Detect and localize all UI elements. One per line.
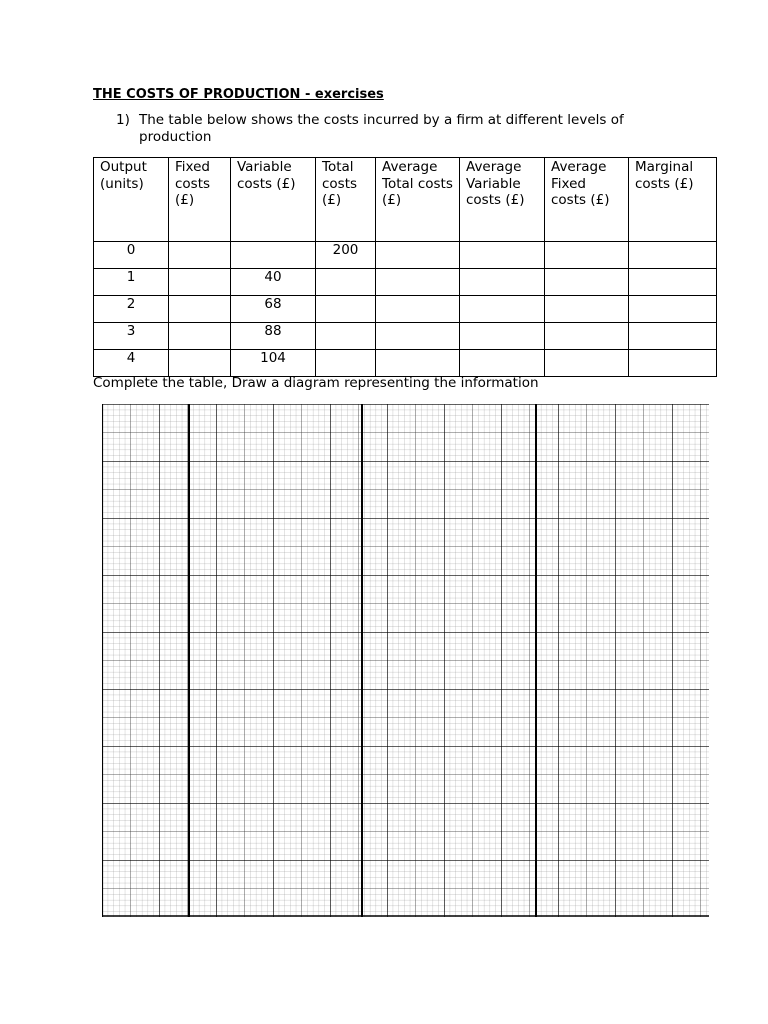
cell-fixed-costs[interactable] [169, 242, 231, 269]
cell-marginal-costs[interactable] [629, 296, 717, 323]
header-average-variable-costs: Average Variable costs (£) [460, 158, 545, 242]
cell-average-total-costs[interactable] [376, 350, 460, 377]
header-total-costs: Total costs (£) [316, 158, 376, 242]
cell-average-variable-costs[interactable] [460, 296, 545, 323]
cell-total-costs[interactable] [316, 296, 376, 323]
graph-paper[interactable] [102, 404, 709, 917]
cell-average-fixed-costs[interactable] [545, 242, 629, 269]
cell-total-costs[interactable]: 200 [316, 242, 376, 269]
question-text: The table below shows the costs incurred by a firm at different levels of production [139, 112, 624, 145]
table-row [94, 296, 717, 323]
cell-variable-costs[interactable]: 104 [231, 350, 316, 377]
cell-average-total-costs[interactable] [376, 296, 460, 323]
table-row [94, 269, 717, 296]
worksheet-title: THE COSTS OF PRODUCTION - exercises [93, 87, 384, 102]
question-number: 1) [116, 112, 130, 128]
instruction-text: Complete the table, Draw a diagram representing the information [93, 375, 539, 391]
costs-table [93, 157, 717, 377]
cell-marginal-costs[interactable] [629, 269, 717, 296]
cell-average-variable-costs[interactable] [460, 242, 545, 269]
cell-output[interactable]: 3 [94, 323, 169, 350]
cell-variable-costs[interactable] [231, 242, 316, 269]
table-row [94, 242, 717, 269]
cell-marginal-costs[interactable] [629, 323, 717, 350]
table-header-row [94, 158, 717, 242]
cell-variable-costs[interactable]: 88 [231, 323, 316, 350]
cell-average-total-costs[interactable] [376, 269, 460, 296]
cell-marginal-costs[interactable] [629, 242, 717, 269]
cell-output[interactable]: 0 [94, 242, 169, 269]
cell-fixed-costs[interactable] [169, 296, 231, 323]
table-row [94, 350, 717, 377]
header-variable-costs: Variable costs (£) [231, 158, 316, 242]
cell-average-fixed-costs[interactable] [545, 269, 629, 296]
cell-average-total-costs[interactable] [376, 323, 460, 350]
cell-output[interactable]: 2 [94, 296, 169, 323]
cell-total-costs[interactable] [316, 269, 376, 296]
cell-fixed-costs[interactable] [169, 269, 231, 296]
cell-average-fixed-costs[interactable] [545, 296, 629, 323]
cell-output[interactable]: 4 [94, 350, 169, 377]
cell-output[interactable]: 1 [94, 269, 169, 296]
cell-variable-costs[interactable]: 40 [231, 269, 316, 296]
header-output: Output (units) [94, 158, 169, 242]
cell-average-fixed-costs[interactable] [545, 350, 629, 377]
cell-total-costs[interactable] [316, 350, 376, 377]
cell-average-fixed-costs[interactable] [545, 323, 629, 350]
cell-average-variable-costs[interactable] [460, 269, 545, 296]
cell-fixed-costs[interactable] [169, 350, 231, 377]
cell-variable-costs[interactable]: 68 [231, 296, 316, 323]
cell-fixed-costs[interactable] [169, 323, 231, 350]
question-1 [116, 112, 676, 146]
cell-marginal-costs[interactable] [629, 350, 717, 377]
header-fixed-costs: Fixed costs (£) [169, 158, 231, 242]
cell-average-variable-costs[interactable] [460, 323, 545, 350]
cell-average-total-costs[interactable] [376, 242, 460, 269]
cell-average-variable-costs[interactable] [460, 350, 545, 377]
header-average-fixed-costs: Average Fixed costs (£) [545, 158, 629, 242]
header-marginal-costs: Marginal costs (£) [629, 158, 717, 242]
header-average-total-costs: Average Total costs (£) [376, 158, 460, 242]
cell-total-costs[interactable] [316, 323, 376, 350]
table-row [94, 323, 717, 350]
